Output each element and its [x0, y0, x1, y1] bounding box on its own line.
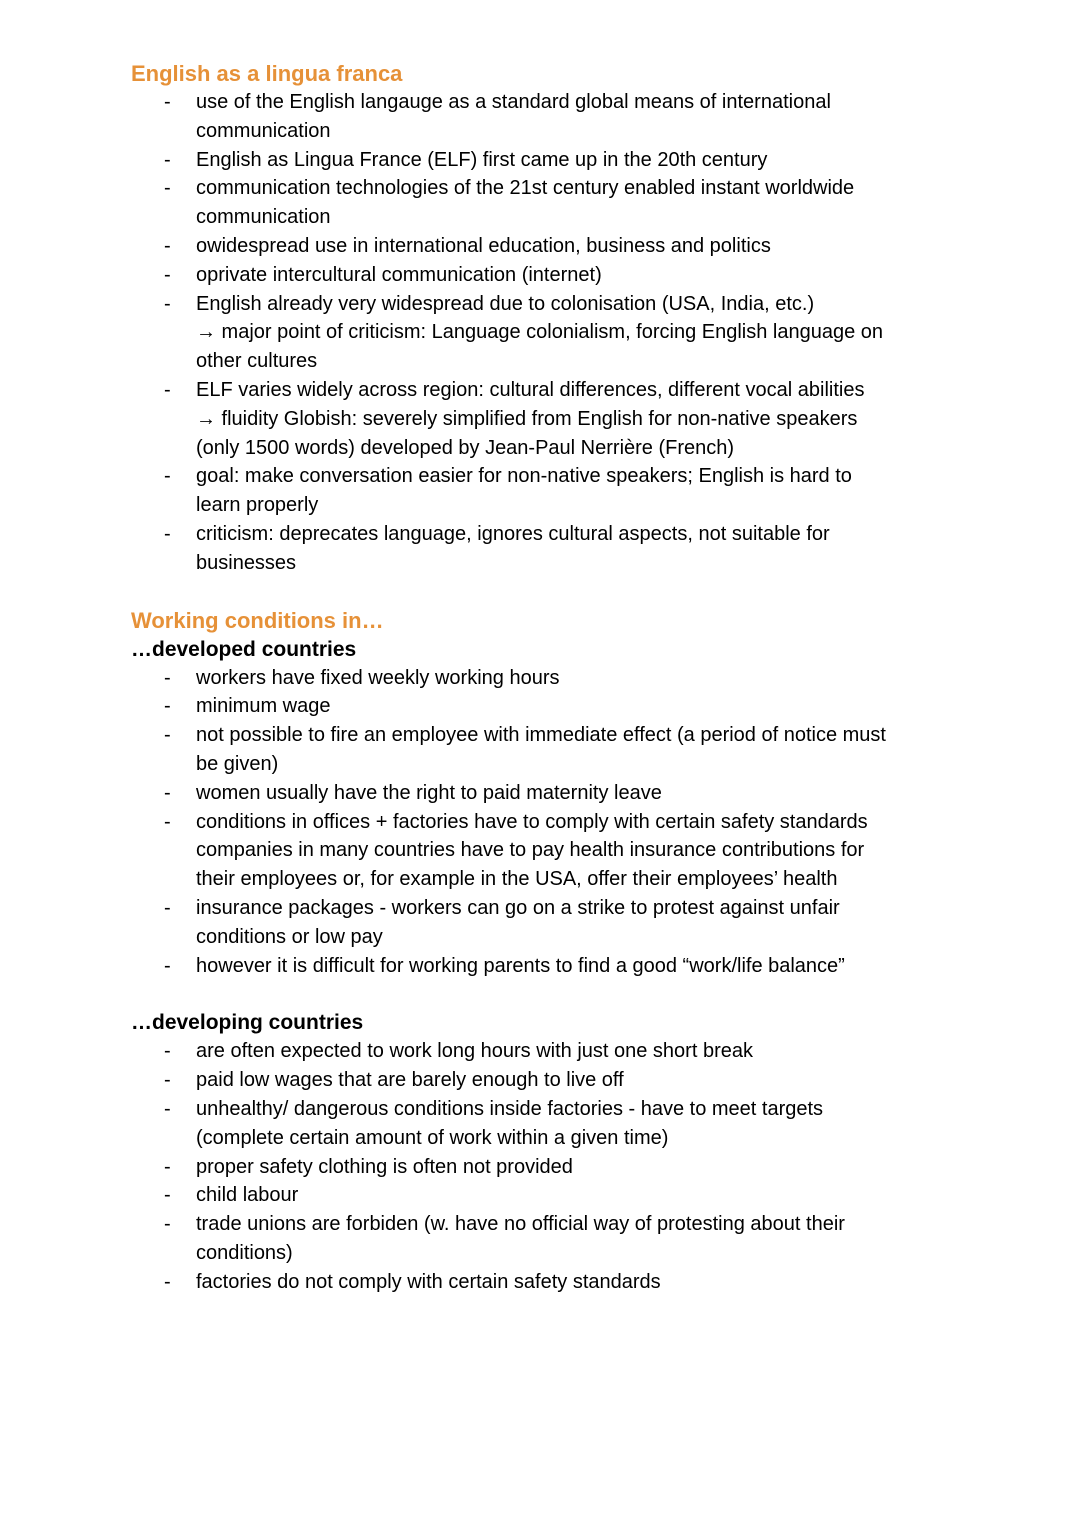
list-item-text: English as Lingua France (ELF) first came up in the 20th century — [196, 148, 768, 171]
list-item-text: conditions) — [196, 1241, 293, 1264]
list-item-text: (only 1500 words) developed by Jean-Paul Nerrière (French) — [196, 436, 735, 459]
document-page — [131, 59, 961, 1296]
list-item-text: communication — [196, 119, 331, 142]
list-item-text: trade unions are forbiden (w. have no official way of protesting about their — [196, 1213, 845, 1236]
subheading-developed-countries: …developed countries — [131, 637, 357, 661]
list-item-text: their employees or, for example in the USA, offer their employees’ health — [196, 868, 838, 891]
list-item — [131, 692, 961, 721]
list-item — [131, 1066, 961, 1095]
list-item-text: however it is difficult for working parents to find a good “work/life balance” — [196, 954, 845, 977]
lingua-franca-list — [131, 88, 961, 578]
list-item-text: paid low wages that are barely enough to live off — [196, 1069, 624, 1092]
bullet-dash: - — [164, 1069, 171, 1092]
list-item — [131, 290, 961, 376]
bullet-dash: - — [164, 781, 171, 804]
list-item-text: use of the English langauge as a standard global means of international — [196, 91, 831, 113]
bullet-dash: - — [164, 954, 171, 977]
list-item — [131, 232, 961, 261]
section-spacer — [131, 980, 961, 1008]
bullet-dash: - — [164, 724, 171, 747]
list-item-text: communication — [196, 206, 331, 229]
list-item — [131, 779, 961, 808]
list-item — [131, 1181, 961, 1210]
list-item-text: learn properly — [196, 494, 319, 517]
bullet-dash: - — [164, 234, 171, 257]
list-item-text: are often expected to work long hours with just one short break — [196, 1040, 753, 1063]
bullet-dash: - — [164, 666, 171, 689]
list-item-text: minimum wage — [196, 695, 331, 718]
list-item — [131, 1153, 961, 1182]
list-item-text: insurance packages - workers can go on a strike to protest against unfair — [196, 896, 840, 919]
list-item-text: English already very widespread due to colonisation (USA, India, etc.) — [196, 292, 815, 315]
list-item-text: child labour — [196, 1184, 299, 1207]
list-item-text: communication technologies of the 21st century enabled instant worldwide — [196, 177, 855, 200]
list-item — [131, 1095, 961, 1153]
list-item — [131, 664, 961, 693]
list-item-text: (complete certain amount of work within a given time) — [196, 1126, 669, 1149]
list-item — [131, 462, 961, 520]
list-item-text: criticism: deprecates language, ignores cultural aspects, not suitable for — [196, 522, 830, 545]
list-item — [131, 520, 961, 578]
section-spacer — [131, 578, 961, 606]
list-item — [131, 261, 961, 290]
list-item-text: conditions or low pay — [196, 925, 383, 948]
list-item-text: oprivate intercultural communication (internet) — [196, 263, 602, 286]
list-item-text: factories do not comply with certain safety standards — [196, 1270, 661, 1293]
list-item-text: → major point of criticism: Language colonialism, forcing English language on — [196, 321, 884, 344]
bullet-dash: - — [164, 292, 171, 315]
list-item-text: businesses — [196, 551, 297, 574]
list-item-text: → fluidity Globish: severely simplified from English for non-native speakers — [196, 407, 858, 430]
list-item — [131, 1210, 961, 1268]
list-item — [131, 88, 961, 146]
bullet-dash: - — [164, 896, 171, 919]
bullet-dash: - — [164, 263, 171, 286]
bullet-dash: - — [164, 1097, 171, 1120]
list-item-text: not possible to fire an employee with immediate effect (a period of notice must — [196, 724, 886, 747]
list-item — [131, 894, 961, 952]
section-title-english-lingua-franca: English as a lingua franca — [131, 61, 403, 86]
list-item-text: workers have fixed weekly working hours — [196, 666, 560, 689]
bullet-dash: - — [164, 1155, 171, 1178]
bullet-dash: - — [164, 695, 171, 718]
bullet-dash: - — [164, 148, 171, 171]
list-item-text: women usually have the right to paid maternity leave — [196, 781, 662, 804]
list-item — [131, 1037, 961, 1066]
list-item-text: ELF varies widely across region: cultural differences, different vocal abilities — [196, 378, 865, 401]
list-item-text: goal: make conversation easier for non-native speakers; English is hard to — [196, 465, 852, 488]
section-title-working-conditions: Working conditions in… — [131, 607, 384, 633]
bullet-dash: - — [164, 91, 171, 113]
list-item — [131, 952, 961, 981]
subheading-developing-countries: …developing countries — [131, 1011, 364, 1035]
list-item — [131, 808, 961, 894]
list-item — [131, 174, 961, 232]
bullet-dash: - — [164, 1184, 171, 1207]
list-item-text: proper safety clothing is often not provided — [196, 1155, 573, 1178]
list-item-text: other cultures — [196, 350, 318, 373]
developing-countries-list — [131, 1037, 961, 1296]
bullet-dash: - — [164, 522, 171, 545]
bullet-dash: - — [164, 1213, 171, 1236]
list-item-text: be given) — [196, 752, 279, 775]
list-item-text: conditions in offices + factories have to comply with certain safety standards — [196, 810, 868, 833]
bullet-dash: - — [164, 465, 171, 488]
list-item-text: unhealthy/ dangerous conditions inside factories - have to meet targets — [196, 1097, 824, 1120]
bullet-dash: - — [164, 1040, 171, 1063]
list-item — [131, 721, 961, 779]
developed-countries-list — [131, 664, 961, 981]
bullet-dash: - — [164, 177, 171, 200]
list-item-text: owidespread use in international education, business and politics — [196, 234, 771, 257]
list-item — [131, 1268, 961, 1297]
list-item-text: companies in many countries have to pay health insurance contributions for — [196, 839, 865, 862]
bullet-dash: - — [164, 810, 171, 833]
bullet-dash: - — [164, 1270, 171, 1293]
bullet-dash: - — [164, 378, 171, 401]
list-item — [131, 146, 961, 175]
list-item — [131, 376, 961, 462]
